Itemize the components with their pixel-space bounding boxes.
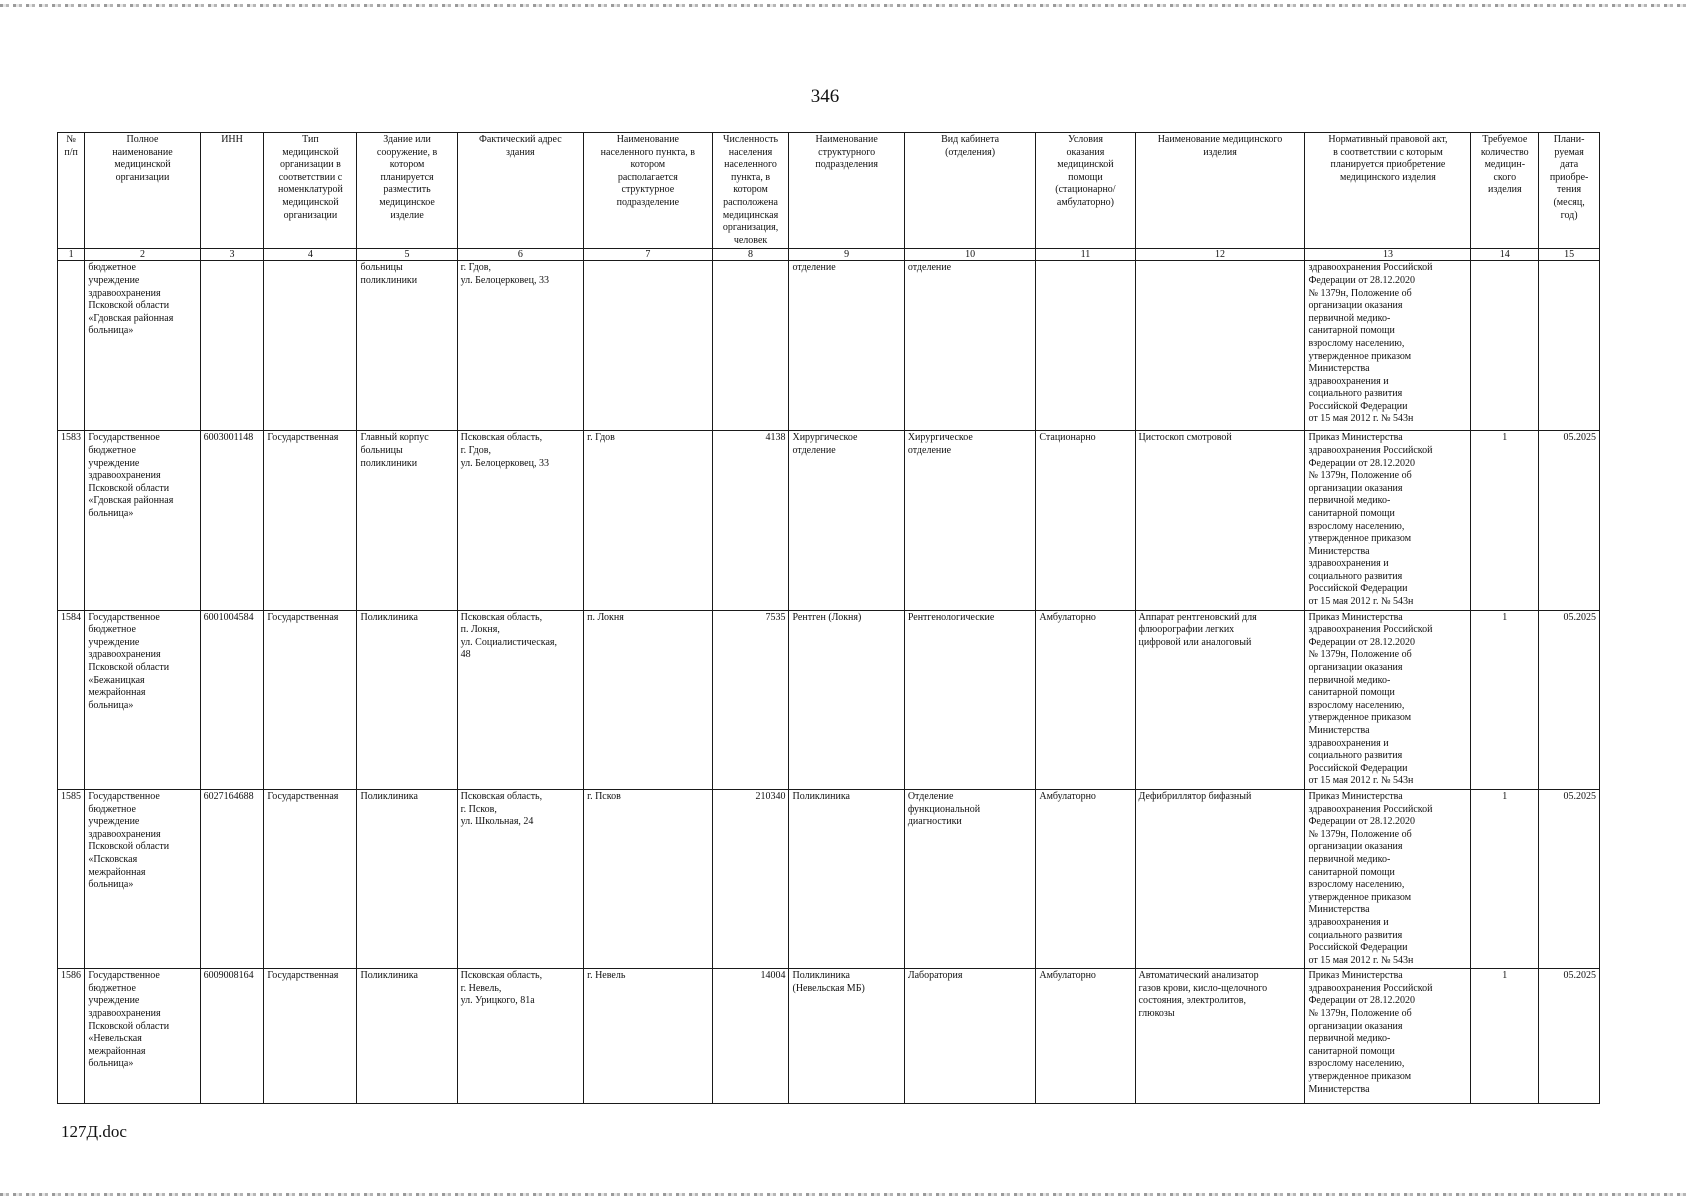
- table-row: [58, 969, 1600, 1104]
- header-cell-subdivision: Наименование структурного подразделения: [789, 133, 904, 249]
- cell-num: 1583: [58, 431, 85, 610]
- cell-population: 14004: [712, 969, 789, 1104]
- header-cell-quantity: Требуемое количество медицин- ского изделия: [1471, 133, 1539, 249]
- header-cell-conditions: Условия оказания медицинской помощи (стационарно/ амбулаторно): [1036, 133, 1135, 249]
- column-number: 1: [58, 249, 85, 261]
- cell-subdivision: Поликлиника: [789, 789, 904, 968]
- column-number: 10: [904, 249, 1036, 261]
- scan-edge-top: [0, 4, 1686, 7]
- header-cell-locality: Наименование населенного пункта, в котором располагается структурное подразделение: [584, 133, 713, 249]
- cell-population: 4138: [712, 431, 789, 610]
- cell-device: Автоматический анализатор газов крови, кисло-щелочного состояния, электролитов, глюкозы: [1135, 969, 1305, 1104]
- equipment-table: [57, 132, 1600, 1104]
- cell-subdivision: Рентген (Локня): [789, 610, 904, 789]
- cell-cabinet: Рентгенологические: [904, 610, 1036, 789]
- cell-address: Псковская область, г. Гдов, ул. Белоцерковец, 33: [457, 431, 583, 610]
- table-row: [58, 789, 1600, 968]
- cell-address: Псковская область, г. Невель, ул. Урицкого, 81а: [457, 969, 583, 1104]
- column-number: 12: [1135, 249, 1305, 261]
- column-number: 2: [85, 249, 200, 261]
- header-cell-type: Тип медицинской организации в соответствии с номенклатурой медицинской организации: [264, 133, 357, 249]
- cell-subdivision: отделение: [789, 261, 904, 431]
- cell-legal-act: Приказ Министерства здравоохранения Российской Федерации от 28.12.2020 № 1379н, Положение об организации оказания первичной медико- санитарной помощи взрослому населению, утвержденное приказом Министерства здравоохранения и социального развития Российской Федерации от 15 мая 2012 г. № 543н: [1305, 431, 1471, 610]
- column-number: 15: [1539, 249, 1600, 261]
- cell-inn: 6027164688: [200, 789, 264, 968]
- cell-date: [1539, 261, 1600, 431]
- cell-building: Поликлиника: [357, 789, 457, 968]
- column-number: 11: [1036, 249, 1135, 261]
- table-row: [58, 610, 1600, 789]
- cell-quantity: 1: [1471, 610, 1539, 789]
- cell-conditions: Амбулаторно: [1036, 969, 1135, 1104]
- table-header-row: [58, 133, 1600, 249]
- cell-num: 1585: [58, 789, 85, 968]
- column-number: 4: [264, 249, 357, 261]
- header-cell-inn: ИНН: [200, 133, 264, 249]
- column-number: 9: [789, 249, 904, 261]
- cell-org: Государственное бюджетное учреждение здравоохранения Псковской области «Бежаницкая межрайонная больница»: [85, 610, 200, 789]
- cell-legal-act: Приказ Министерства здравоохранения Российской Федерации от 28.12.2020 № 1379н, Положение об организации оказания первичной медико- санитарной помощи взрослому населению, утвержденное приказом Министерства здравоохранения и социального развития Российской Федерации от 15 мая 2012 г. № 543н: [1305, 789, 1471, 968]
- header-cell-org: Полное наименование медицинской организации: [85, 133, 200, 249]
- cell-subdivision: Поликлиника (Невельская МБ): [789, 969, 904, 1104]
- cell-cabinet: Хирургическое отделение: [904, 431, 1036, 610]
- cell-locality: [584, 261, 713, 431]
- cell-date: 05.2025: [1539, 789, 1600, 968]
- cell-num: 1586: [58, 969, 85, 1104]
- cell-legal-act: Приказ Министерства здравоохранения Российской Федерации от 28.12.2020 № 1379н, Положение об организации оказания первичной медико- санитарной помощи взрослому населению, утвержденное приказом Министерства: [1305, 969, 1471, 1104]
- cell-address: Псковская область, г. Псков, ул. Школьная, 24: [457, 789, 583, 968]
- continuation-row: [58, 261, 1600, 431]
- cell-type: Государственная: [264, 431, 357, 610]
- cell-population: 210340: [712, 789, 789, 968]
- table-row: [58, 431, 1600, 610]
- page-number: 346: [810, 86, 840, 107]
- cell-type: Государственная: [264, 610, 357, 789]
- cell-locality: п. Локня: [584, 610, 713, 789]
- cell-population: [712, 261, 789, 431]
- column-number: 6: [457, 249, 583, 261]
- header-cell-cabinet: Вид кабинета (отделения): [904, 133, 1036, 249]
- cell-device: Цистоскоп смотровой: [1135, 431, 1305, 610]
- cell-cabinet: Лаборатория: [904, 969, 1036, 1104]
- scan-edge-bottom: [0, 1193, 1686, 1196]
- footer-filename: 127Д.doc: [61, 1122, 127, 1141]
- cell-num: [58, 261, 85, 431]
- cell-org: бюджетное учреждение здравоохранения Псковской области «Гдовская районная больница»: [85, 261, 200, 431]
- cell-inn: 6001004584: [200, 610, 264, 789]
- cell-building: Поликлиника: [357, 610, 457, 789]
- column-number: 14: [1471, 249, 1539, 261]
- header-cell-population: Численность населения населенного пункта, в котором расположена медицинская организация, человек: [712, 133, 789, 249]
- cell-building: больницы поликлиники: [357, 261, 457, 431]
- column-number: 3: [200, 249, 264, 261]
- cell-subdivision: Хирургическое отделение: [789, 431, 904, 610]
- header-cell-num: № п/п: [58, 133, 85, 249]
- cell-locality: г. Псков: [584, 789, 713, 968]
- cell-locality: г. Невель: [584, 969, 713, 1104]
- column-number: 13: [1305, 249, 1471, 261]
- cell-org: Государственное бюджетное учреждение здравоохранения Псковской области «Гдовская районная больница»: [85, 431, 200, 610]
- cell-inn: [200, 261, 264, 431]
- column-number: 7: [584, 249, 713, 261]
- cell-quantity: 1: [1471, 789, 1539, 968]
- cell-device: Аппарат рентгеновский для флюорографии легких цифровой или аналоговый: [1135, 610, 1305, 789]
- header-cell-legal-act: Нормативный правовой акт, в соответствии с которым планируется приобретение медицинского изделия: [1305, 133, 1471, 249]
- cell-conditions: Стационарно: [1036, 431, 1135, 610]
- cell-device: Дефибриллятор бифазный: [1135, 789, 1305, 968]
- cell-type: [264, 261, 357, 431]
- cell-date: 05.2025: [1539, 969, 1600, 1104]
- cell-building: Главный корпус больницы поликлиники: [357, 431, 457, 610]
- cell-address: г. Гдов, ул. Белоцерковец, 33: [457, 261, 583, 431]
- cell-org: Государственное бюджетное учреждение здравоохранения Псковской области «Невельская межрайонная больница»: [85, 969, 200, 1104]
- cell-quantity: [1471, 261, 1539, 431]
- cell-date: 05.2025: [1539, 431, 1600, 610]
- cell-quantity: 1: [1471, 431, 1539, 610]
- column-number-row: [58, 249, 1600, 261]
- cell-conditions: Амбулаторно: [1036, 789, 1135, 968]
- cell-inn: 6009008164: [200, 969, 264, 1104]
- cell-type: Государственная: [264, 969, 357, 1104]
- cell-num: 1584: [58, 610, 85, 789]
- cell-cabinet: отделение: [904, 261, 1036, 431]
- column-number: 8: [712, 249, 789, 261]
- cell-inn: 6003001148: [200, 431, 264, 610]
- cell-address: Псковская область, п. Локня, ул. Социалистическая, 48: [457, 610, 583, 789]
- cell-date: 05.2025: [1539, 610, 1600, 789]
- header-cell-address: Фактический адрес здания: [457, 133, 583, 249]
- column-number: 5: [357, 249, 457, 261]
- cell-conditions: Амбулаторно: [1036, 610, 1135, 789]
- cell-type: Государственная: [264, 789, 357, 968]
- cell-cabinet: Отделение функциональной диагностики: [904, 789, 1036, 968]
- header-cell-device: Наименование медицинского изделия: [1135, 133, 1305, 249]
- cell-device: [1135, 261, 1305, 431]
- cell-locality: г. Гдов: [584, 431, 713, 610]
- cell-building: Поликлиника: [357, 969, 457, 1104]
- cell-legal-act: Приказ Министерства здравоохранения Российской Федерации от 28.12.2020 № 1379н, Положение об организации оказания первичной медико- санитарной помощи взрослому населению, утвержденное приказом Министерства здравоохранения и социального развития Российской Федерации от 15 мая 2012 г. № 543н: [1305, 610, 1471, 789]
- cell-population: 7535: [712, 610, 789, 789]
- cell-quantity: 1: [1471, 969, 1539, 1104]
- cell-org: Государственное бюджетное учреждение здравоохранения Псковской области «Псковская межрайонная больница»: [85, 789, 200, 968]
- cell-legal-act: здравоохранения Российской Федерации от 28.12.2020 № 1379н, Положение об организации оказания первичной медико- санитарной помощи взрослому населению, утвержденное приказом Министерства здравоохранения и социального развития Российской Федерации от 15 мая 2012 г. № 543н: [1305, 261, 1471, 431]
- header-cell-date: Плани- руемая дата приобре- тения (месяц, год): [1539, 133, 1600, 249]
- header-cell-building: Здание или сооружение, в котором планируется разместить медицинское изделие: [357, 133, 457, 249]
- cell-conditions: [1036, 261, 1135, 431]
